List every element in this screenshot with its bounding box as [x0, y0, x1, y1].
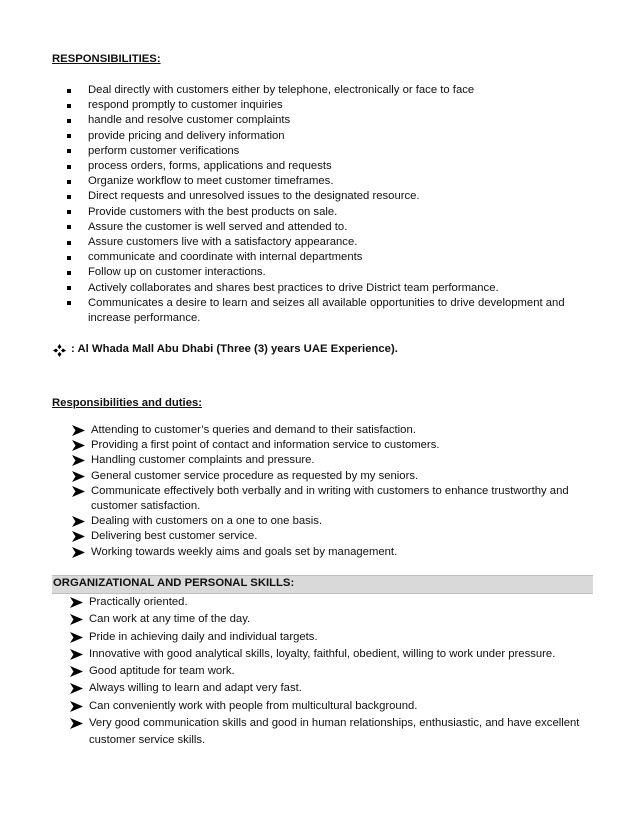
list-item	[88, 250, 588, 265]
arrowhead-bullet-icon	[72, 440, 85, 451]
arrowhead-bullet-icon	[72, 547, 85, 558]
list-item-text: Communicates a desire to learn and seizes all available opportunities to drive development and increase performance.	[88, 296, 565, 325]
list-item-text: Handling customer complaints and pressure.	[91, 454, 315, 467]
list-item-text: Assure the customer is well served and attended to.	[88, 220, 348, 233]
duties-heading: Responsibilities and duties:	[52, 397, 203, 409]
list-item	[89, 680, 593, 697]
square-bullet-icon	[67, 301, 71, 305]
arrowhead-bullet-icon	[72, 516, 85, 527]
list-item	[88, 296, 588, 326]
list-item-text: process orders, forms, applications and requests	[88, 160, 332, 173]
list-item-text: respond promptly to customer inquiries	[88, 99, 283, 112]
list-item	[89, 715, 593, 750]
list-item	[91, 545, 591, 560]
square-bullet-icon	[67, 210, 71, 214]
list-item-text: Good aptitude for team work.	[89, 665, 235, 678]
responsibilities-list	[88, 83, 588, 326]
list-item	[88, 98, 588, 113]
list-item-text: Provide customers with the best products on sale.	[88, 205, 338, 218]
square-bullet-icon	[67, 134, 71, 138]
list-item	[89, 698, 593, 715]
arrowhead-bullet-icon	[70, 649, 83, 660]
square-bullet-icon	[67, 225, 71, 229]
list-item-text: Delivering best customer service.	[91, 530, 258, 543]
list-item	[88, 83, 588, 98]
four-diamond-bullet-icon	[53, 344, 66, 357]
list-item-text: Dealing with customers on a one to one basis.	[91, 515, 323, 528]
list-item-text: Pride in achieving daily and individual targets.	[89, 630, 318, 643]
list-item	[89, 646, 593, 663]
list-item	[88, 265, 588, 280]
arrowhead-bullet-icon	[70, 666, 83, 677]
square-bullet-icon	[67, 165, 71, 169]
square-bullet-icon	[67, 271, 71, 275]
square-bullet-icon	[67, 89, 71, 93]
list-item	[88, 205, 588, 220]
square-bullet-icon	[67, 195, 71, 199]
list-item-text: Can conveniently work with people from multicultural background.	[89, 699, 418, 712]
square-bullet-icon	[67, 256, 71, 260]
arrowhead-bullet-icon	[70, 632, 83, 643]
arrowhead-bullet-icon	[70, 683, 83, 694]
skills-heading: ORGANIZATIONAL AND PERSONAL SKILLS:	[53, 577, 295, 589]
list-item-text: Working towards weekly aims and goals set by management.	[91, 545, 398, 558]
duties-list	[91, 423, 591, 560]
list-item	[91, 529, 591, 544]
list-item	[91, 453, 591, 468]
list-item-text: Can work at any time of the day.	[89, 613, 251, 626]
responsibilities-heading: RESPONSIBILITIES:	[52, 53, 161, 65]
list-item-text: Attending to customer’s queries and demand to their satisfaction.	[91, 424, 416, 436]
list-item	[88, 189, 588, 204]
list-item	[91, 469, 591, 484]
arrowhead-bullet-icon	[72, 486, 85, 497]
list-item	[89, 663, 593, 680]
list-item-text: General customer service procedure as requested by my seniors.	[91, 469, 419, 482]
list-item	[88, 281, 588, 296]
arrowhead-bullet-icon	[72, 471, 85, 482]
list-item	[91, 438, 591, 453]
list-item-text: handle and resolve customer complaints	[88, 114, 291, 127]
list-item	[89, 611, 593, 628]
list-item-text: Organize workflow to meet customer timeframes.	[88, 175, 334, 188]
list-item	[88, 220, 588, 235]
list-item-text: Communicate effectively both verbally and in writing with customers to enhance trustworthy and customer satisfaction.	[91, 484, 569, 513]
arrowhead-bullet-icon	[72, 531, 85, 542]
list-item	[88, 144, 588, 159]
list-item	[89, 629, 593, 646]
square-bullet-icon	[67, 149, 71, 153]
arrowhead-bullet-icon	[70, 597, 83, 608]
skills-banner	[52, 575, 593, 594]
arrowhead-bullet-icon	[72, 425, 85, 436]
list-item-text: perform customer verifications	[88, 144, 240, 157]
list-item	[89, 594, 593, 611]
square-bullet-icon	[67, 119, 71, 123]
skills-list	[89, 594, 593, 750]
list-item-text: Assure customers live with a satisfactory appearance.	[88, 236, 358, 249]
arrowhead-bullet-icon	[72, 455, 85, 466]
list-item-text: Practically oriented.	[89, 596, 188, 608]
square-bullet-icon	[67, 241, 71, 245]
list-item-text: Providing a first point of contact and information service to customers.	[91, 439, 440, 452]
list-item	[88, 113, 588, 128]
list-item	[88, 174, 588, 189]
square-bullet-icon	[67, 180, 71, 184]
list-item-text: communicate and coordinate with internal departments	[88, 251, 363, 264]
list-item	[88, 159, 588, 174]
list-item-text: Innovative with good analytical skills, loyalty, faithful, obedient, willing to work under pressure.	[89, 647, 556, 660]
list-item	[91, 484, 591, 514]
list-item-text: Actively collaborates and shares best practices to drive District team performance.	[88, 281, 499, 294]
arrowhead-bullet-icon	[70, 701, 83, 712]
list-item-text: Direct requests and unresolved issues to the designated resource.	[88, 190, 420, 203]
square-bullet-icon	[67, 286, 71, 290]
list-item-text: Always willing to learn and adapt very fast.	[89, 682, 302, 695]
list-item-text: Deal directly with customers either by telephone, electronically or face to face	[88, 84, 475, 96]
list-item	[88, 129, 588, 144]
square-bullet-icon	[67, 104, 71, 108]
arrowhead-bullet-icon	[70, 718, 83, 729]
experience-text: : Al Whada Mall Abu Dhabi (Three (3) years UAE Experience).	[71, 343, 398, 355]
list-item-text: Follow up on customer interactions.	[88, 266, 266, 279]
list-item	[88, 235, 588, 250]
list-item-text: provide pricing and delivery information	[88, 129, 285, 142]
list-item-text: Very good communication skills and good in human relationships, enthusiastic, and have excellent customer service skills.	[89, 717, 580, 747]
list-item	[91, 514, 591, 529]
arrowhead-bullet-icon	[70, 614, 83, 625]
list-item	[91, 423, 591, 438]
